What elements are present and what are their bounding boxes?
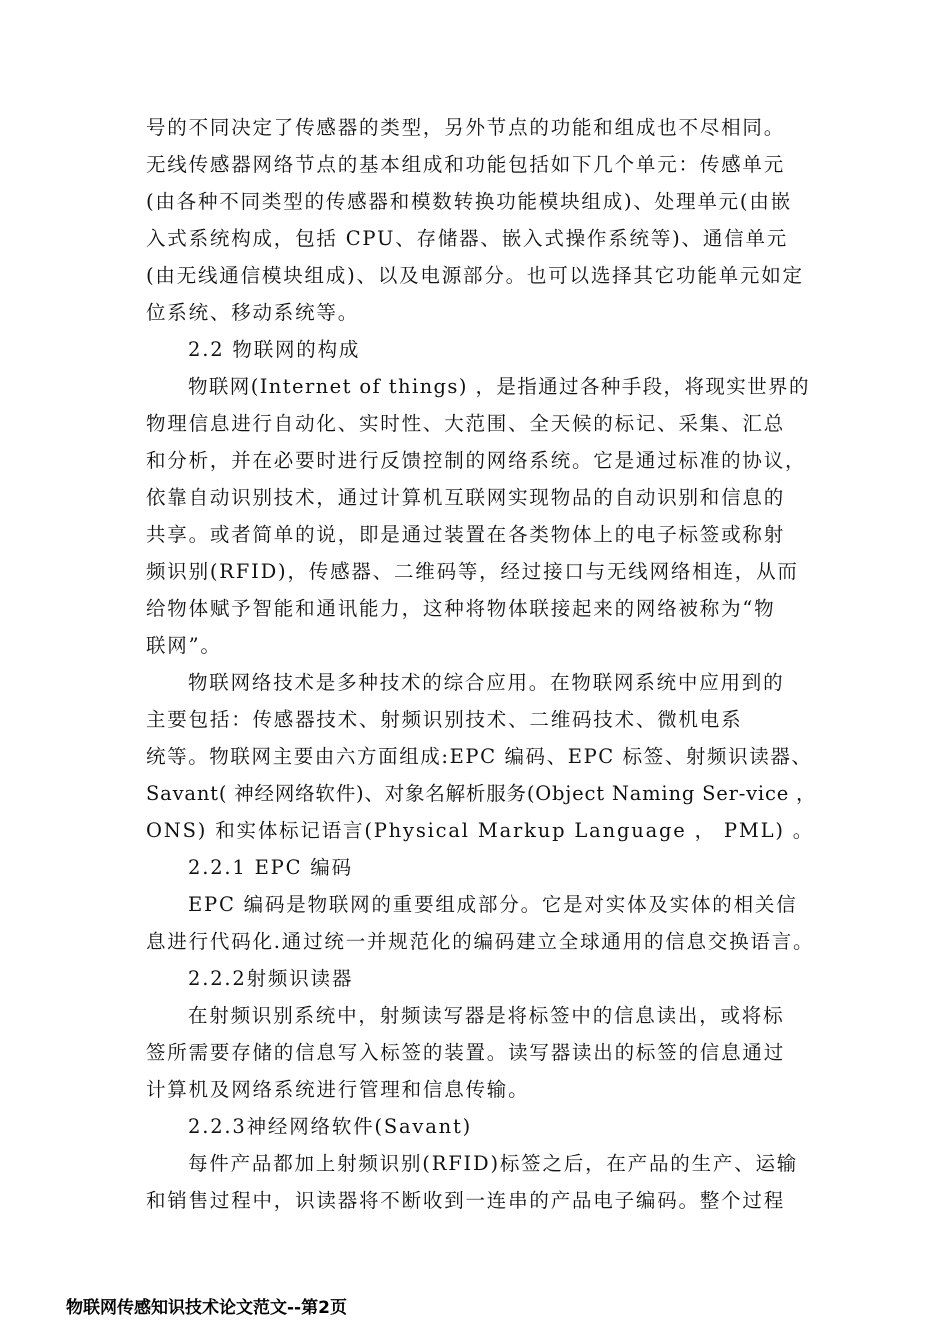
- text-line-16: 物联网络技术是多种技术的综合应用。在物联网系统中应用到的: [188, 671, 785, 694]
- text-line-22: EPC 编码是物联网的重要组成部分。它是对实体及实体的相关信: [188, 893, 798, 916]
- text-line-10: 和分析，并在必要时进行反馈控制的网络系统。它是通过标准的协议，: [146, 449, 807, 472]
- section-heading-2-2-3: 2.2.3神经网络软件(Savant): [188, 1115, 473, 1138]
- section-heading-2-2-1: 2.2.1 EPC 编码: [188, 856, 353, 879]
- text-line-3: (由各种不同类型的传感器和模数转换功能模块组成)、处理单元(由嵌: [146, 190, 792, 213]
- text-line-30: 和销售过程中，识读器将不断收到一连串的产品电子编码。整个过程: [146, 1189, 786, 1212]
- text-line-6: 位系统、移动系统等。: [146, 301, 360, 324]
- page-footer: 物联网传感知识技术论文范文--第2页: [66, 1298, 347, 1318]
- text-line-1: 号的不同决定了传感器的类型，另外节点的功能和组成也不尽相同。: [146, 116, 786, 139]
- text-line-11: 依靠自动识别技术，通过计算机互联网实现物品的自动识别和信息的: [146, 486, 786, 509]
- text-line-14: 给物体赋予智能和通讯能力，这种将物体联接起来的网络被称为“物: [146, 597, 776, 620]
- text-line-15: 联网”。: [146, 634, 222, 657]
- text-line-19: Savant( 神经网络软件)、对象名解析服务(Object Naming Ser-vice ，: [146, 782, 817, 805]
- text-line-20: ONS) 和实体标记语言(Physical Markup Language ， PML) 。: [146, 819, 815, 842]
- text-line-26: 签所需要存储的信息写入标签的装置。读写器读出的标签的信息通过: [146, 1041, 786, 1064]
- text-line-18: 统等。物联网主要由六方面组成:EPC 编码、EPC 标签、射频识读器、: [146, 745, 813, 768]
- text-line-25: 在射频识别系统中，射频读写器是将标签中的信息读出，或将标: [188, 1004, 785, 1027]
- text-line-4: 入式系统构成，包括 CPU、存储器、嵌入式操作系统等)、通信单元: [146, 227, 789, 250]
- text-line-5: (由无线通信模块组成)、以及电源部分。也可以选择其它功能单元如定: [146, 264, 804, 287]
- text-line-13: 频识别(RFID)，传感器、二维码等，经过接口与无线网络相连，从而: [146, 560, 799, 583]
- text-line-29: 每件产品都加上射频识别(RFID)标签之后，在产品的生产、运输: [188, 1152, 799, 1175]
- text-line-27: 计算机及网络系统进行管理和信息传输。: [146, 1078, 530, 1101]
- text-line-23: 息进行代码化.通过统一并规范化的编码建立全球通用的信息交换语言。: [146, 930, 815, 953]
- text-line-2: 无线传感器网络节点的基本组成和功能包括如下几个单元：传感单元: [146, 153, 786, 176]
- section-heading-2-2: 2.2 物联网的构成: [188, 338, 361, 361]
- text-line-17: 主要包括：传感器技术、射频识别技术、二维码技术、微机电系: [146, 708, 743, 731]
- text-line-9: 物理信息进行自动化、实时性、大范围、全天候的标记、采集、汇总: [146, 412, 786, 435]
- section-heading-2-2-2: 2.2.2射频识读器: [188, 967, 354, 990]
- text-line-12: 共享。或者简单的说，即是通过装置在各类物体上的电子标签或称射: [146, 523, 786, 546]
- text-line-8: 物联网(Internet of things) ，是指通过各种手段，将现实世界的: [188, 375, 810, 398]
